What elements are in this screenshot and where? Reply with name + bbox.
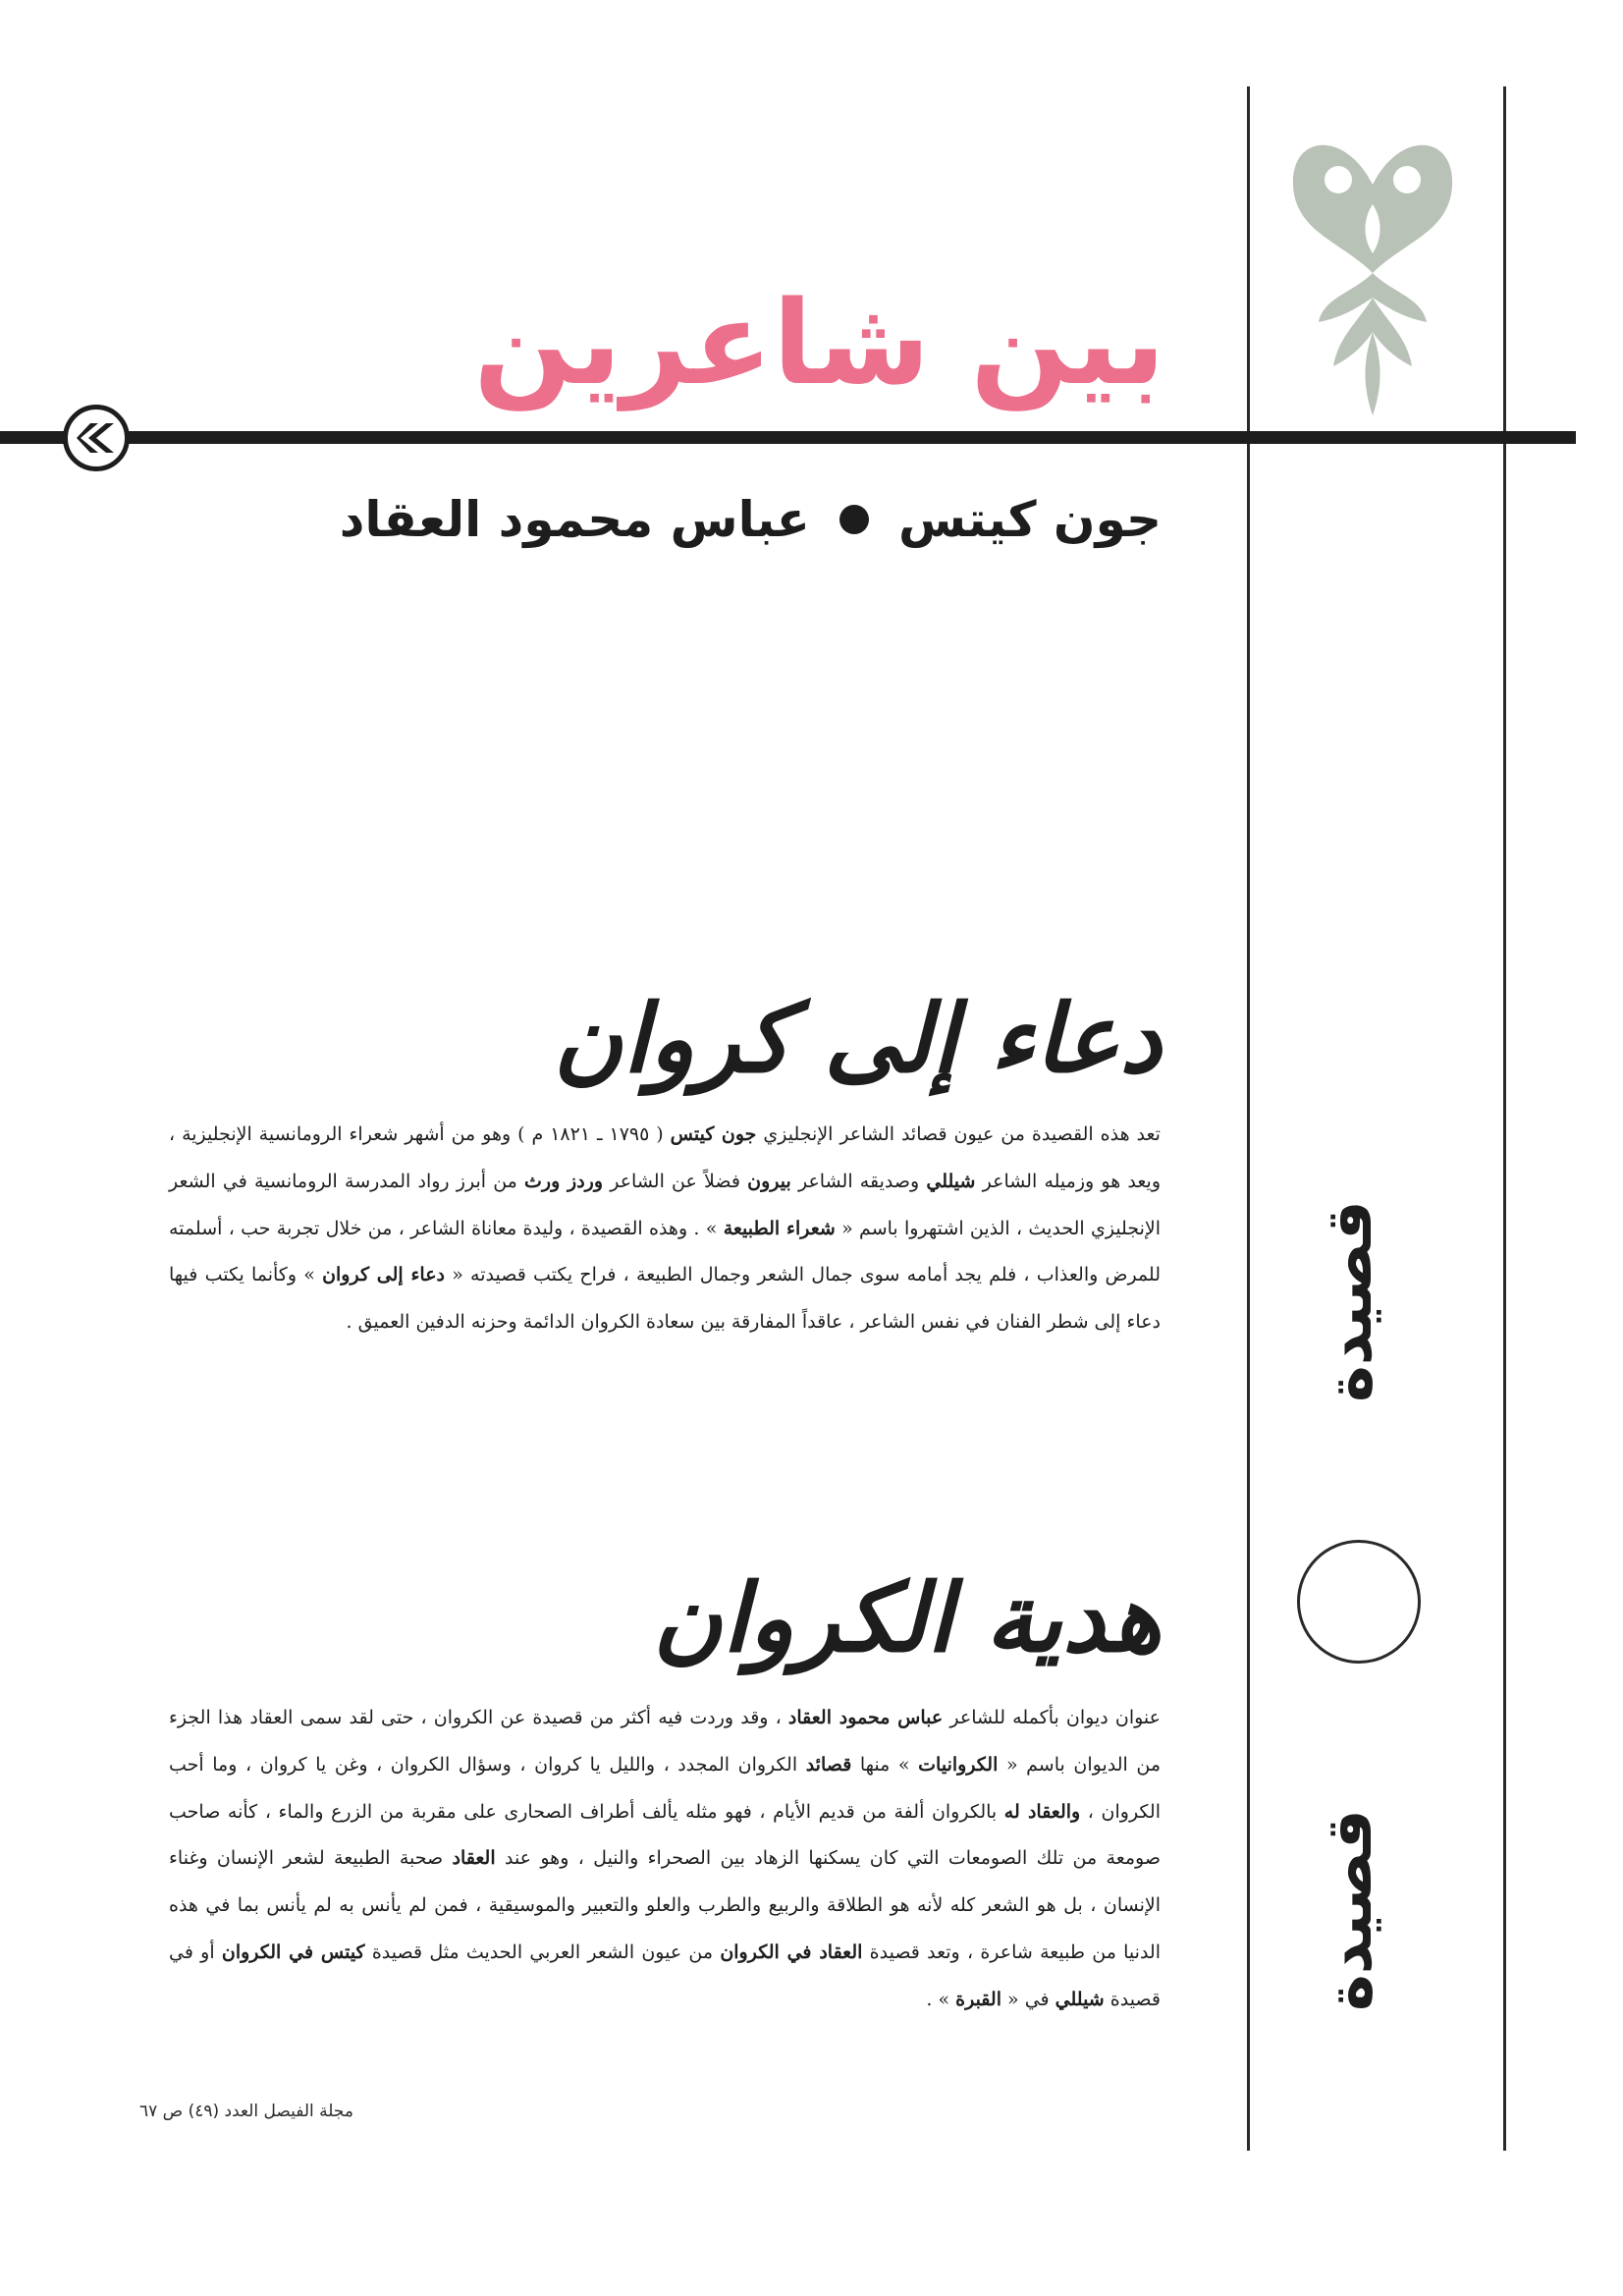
side-label-2: قصيدة xyxy=(1314,1809,1386,2011)
paragraph-text: بالكروان ألفة من قديم الأيام ، فهو مثله يألف أطراف الصحارى على مقربة من الزرع والماء ، كأنه صاحب صومعة من تلك الصومعات التي كان يسكنها الزهاد بين الصحراء والنيل ، وهو عند xyxy=(169,1800,1161,1870)
section-title-1: دعاء إلى كروان xyxy=(553,983,1162,1094)
emphasis-text: كيتس في الكروان xyxy=(221,1941,365,1963)
paragraph-text: الكروان المجدد ، والليل يا كروان ، وسؤال الكروان ، وغن يا كروان ، وما أحب الكروان ، xyxy=(169,1753,1161,1823)
emphasis-text: قصائد xyxy=(805,1753,852,1776)
emphasis-text: بيرون xyxy=(747,1170,791,1192)
emphasis-text: القبرة xyxy=(955,1988,1001,2010)
circle-divider xyxy=(1297,1540,1421,1664)
emphasis-text: شيللي xyxy=(926,1170,976,1192)
paragraph-text: من أبرز رواد المدرسة الرومانسية في الشعر الإنجليزي الحديث ، الذين اشتهروا باسم « xyxy=(169,1170,1162,1239)
paragraph-text: من عيون الشعر العربي الحديث مثل قصيدة xyxy=(364,1941,721,1963)
paragraph-text: صحبة الطبيعة لشعر الإنسان وغناء الإنسان ، بل هو الشعر كله لأنه هو الطلاقة والربيع والطرب والعلو والتعبير والموسيقية ، فمن لم يأنس به لم يأنس بما في هذه الدنيا من طبيعة شاعرة ، وتعد قصيدة xyxy=(169,1847,1161,1963)
poet-name-keats: جون كيتس xyxy=(897,491,1162,548)
back-arrow-icon xyxy=(77,421,116,455)
paragraph-text: فضلاً عن الشاعر xyxy=(603,1170,748,1192)
page-title: بين شاعرين xyxy=(473,275,1165,410)
separator-dot xyxy=(839,505,869,534)
floral-ornament-icon xyxy=(1284,126,1461,420)
emphasis-text: عباس محمود العقاد xyxy=(787,1707,944,1728)
paragraph-text: تعد هذه القصيدة من عيون قصائد الشاعر الإنجليزي xyxy=(756,1123,1161,1145)
paragraph-text: أو في قصيدة xyxy=(169,1941,1161,2010)
paragraph-text: في « xyxy=(1001,1988,1055,2010)
paragraph-text: » منها xyxy=(851,1753,919,1776)
emphasis-text: وردز ورث xyxy=(524,1170,604,1192)
footer-citation: مجلة الفيصل العدد (٤٩) ص ٦٧ xyxy=(138,2102,353,2121)
emphasis-text: جون كيتس xyxy=(670,1123,757,1145)
emphasis-text: والعقاد له xyxy=(1003,1800,1081,1823)
nav-back-button[interactable] xyxy=(63,405,130,471)
poets-line xyxy=(340,491,1162,548)
emphasis-text: شعراء الطبيعة xyxy=(723,1217,836,1239)
header-rule xyxy=(0,431,1576,444)
divider-line-right xyxy=(1503,86,1506,2151)
paragraph-text: » . وهذه القصيدة ، وليدة معاناة الشاعر ، من خلال تجربة حب ، أسلمته للمرض والعذاب ، فلم يجد أمامه سوى جمال الشعر وجمال الطبيعة ، فراح يكتب قصيدته « xyxy=(169,1217,1161,1286)
paragraph-text: » . xyxy=(926,1988,956,2010)
section-paragraph-1 xyxy=(169,1112,1161,1346)
divider-line-left xyxy=(1247,86,1250,2151)
paragraph-text: وصديقه الشاعر xyxy=(790,1170,927,1192)
paragraph-text: » وكأنما يكتب فيها دعاء إلى شطر الفنان في نفس الشاعر ، عاقداً المفارقة بين سعادة الكروان الدائمة وحزنه الدفين العميق . xyxy=(169,1264,1161,1334)
paragraph-text: عنوان ديوان بأكمله للشاعر xyxy=(943,1707,1161,1728)
poet-name-aqqad: عباس محمود العقاد xyxy=(339,491,810,548)
emphasis-text: العقاد في الكروان xyxy=(720,1941,863,1963)
emphasis-text: شيللي xyxy=(1055,1988,1105,2010)
emphasis-text: دعاء إلى كروان xyxy=(322,1264,445,1286)
section-title-2: هدية الكروان xyxy=(652,1562,1162,1673)
emphasis-text: الكروانيات xyxy=(918,1753,999,1776)
section-paragraph-2 xyxy=(169,1695,1161,2024)
paragraph-text: ، وقد وردت فيه أكثر من قصيدة عن الكروان ، حتى لقد سمى العقاد هذا الجزء من الديوان باسم « xyxy=(169,1707,1161,1776)
paragraph-text: ( ١٧٩٥ ـ ١٨٢١ م ) وهو من أشهر شعراء الرومانسية الإنجليزية ، ويعد هو وزميله الشاعر xyxy=(169,1123,1162,1192)
emphasis-text: العقاد xyxy=(452,1847,496,1870)
side-label-1: قصيدة xyxy=(1314,1200,1386,1402)
